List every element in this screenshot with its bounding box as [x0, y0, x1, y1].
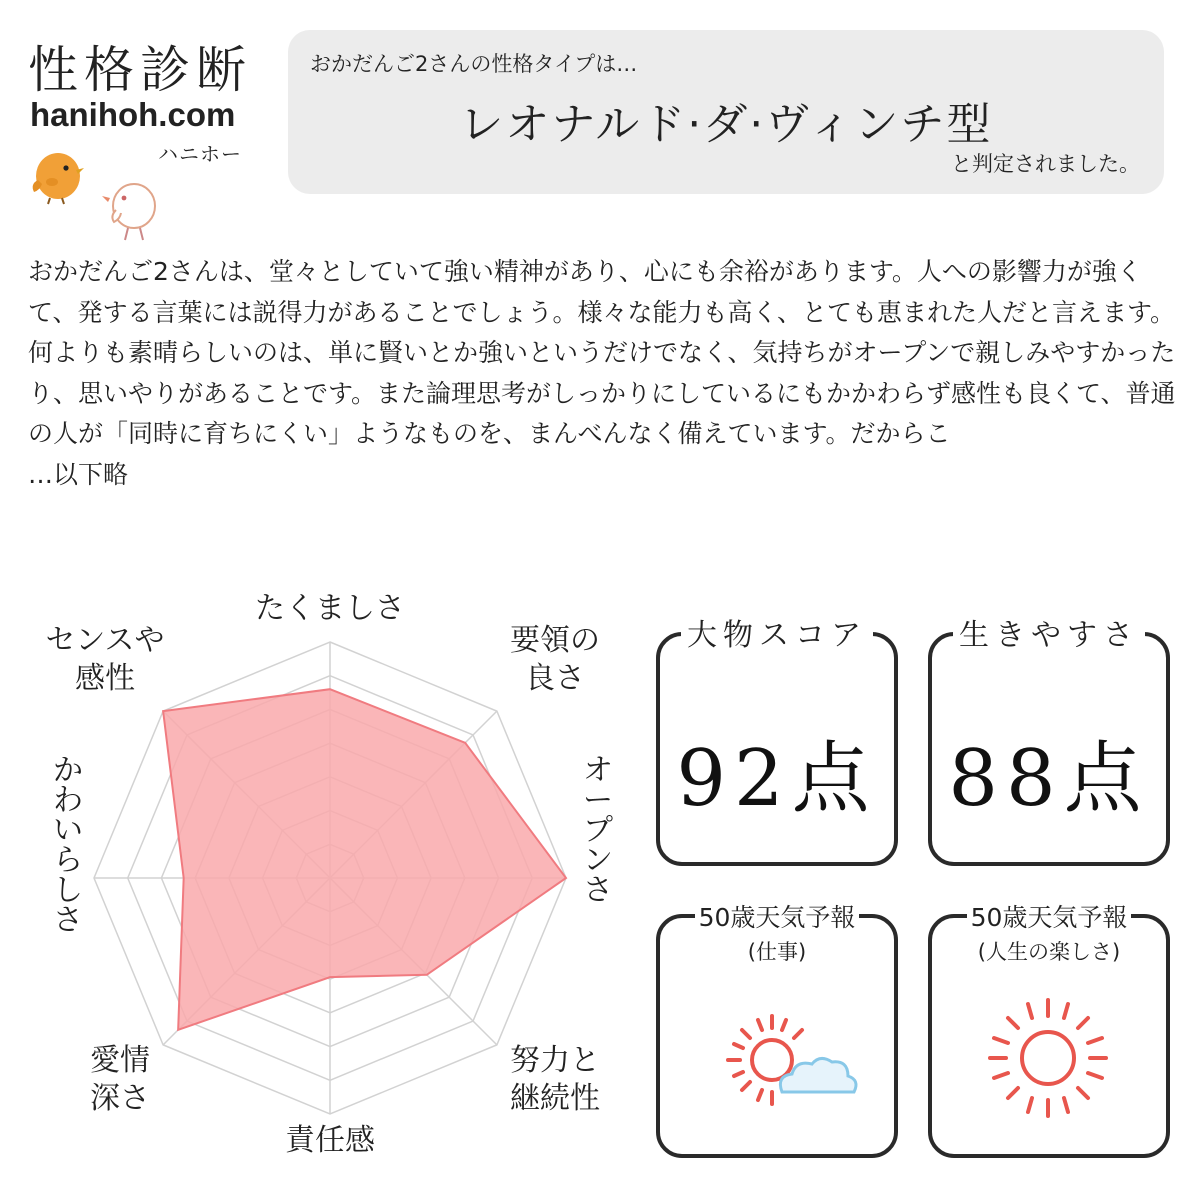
description-paragraph-2: 何よりも素晴らしいのは、単に賢いとか強いというだけでなく、気持ちがオープンで親しみやすかったり、思いやりがあることです。また論理思考がしっかりにしているにもかかわらず感性も良くて、普通の人が「同時に育ちにくい」ようなものを、まんべんなく備えています。だからこ [28, 338, 1176, 448]
site-name-kana: ハニホー [158, 142, 242, 166]
result-tail-text: と判定されました。 [951, 152, 1140, 176]
forecast-work-title: 50歳天気予報 [695, 903, 860, 932]
forecast-work-card [656, 903, 898, 1158]
radar-axis-label: 責任感 [285, 1123, 375, 1158]
radar-axis-label: センスや感性 [45, 623, 165, 696]
forecast-life-subtitle: (人生の楽しさ) [977, 940, 1121, 964]
forecast-life-title: 50歳天気予報 [967, 903, 1132, 932]
white-chick-icon [98, 168, 168, 244]
orange-chick-icon [22, 140, 92, 210]
radar-axis-label: 愛情深さ [90, 1043, 150, 1116]
ikiyasusa-score-value: 88点 [948, 734, 1150, 824]
omono-score-value: 92点 [676, 734, 878, 824]
omono-score-card [656, 618, 898, 866]
ikiyasusa-score-card [928, 618, 1170, 866]
omono-score-title: 大物スコア [681, 618, 873, 653]
result-lead-text: おかだんご2さんの性格タイプは… [310, 52, 638, 76]
description-truncated: …以下略 [28, 459, 129, 489]
radar-axis-label: たくましさ [255, 591, 405, 626]
radar-axis-label: オープンさ [583, 753, 613, 908]
result-panel [288, 30, 1164, 194]
forecast-work-subtitle: (仕事) [747, 940, 807, 964]
site-url[interactable]: hanihoh.com [30, 96, 236, 133]
ikiyasusa-score-title: 生きやすさ [953, 618, 1145, 653]
radar-axis-label: 要領の良さ [510, 623, 600, 696]
radar-chart [0, 590, 640, 1200]
site-logo-title: 性格診断 [28, 41, 252, 99]
forecast-life-card [928, 903, 1170, 1158]
radar-axis-label: かわいらしさ [53, 753, 83, 938]
sun-cloud-icon [694, 994, 874, 1124]
sun-icon [960, 986, 1140, 1126]
description-text [28, 252, 1176, 495]
radar-axis-label: 努力と継続性 [510, 1043, 600, 1116]
description-paragraph-1: おかだんご2さんは、堂々としていて強い精神があり、心にも余裕があります。人への影響力が強くて、発する言葉には説得力があることでしょう。様々な能力も高く、とても恵まれた人だと言えます。 [28, 257, 1176, 327]
personality-type-title: レオナルド·ダ·ヴィンチ型 [459, 99, 993, 150]
radar-data-area [163, 689, 566, 1030]
